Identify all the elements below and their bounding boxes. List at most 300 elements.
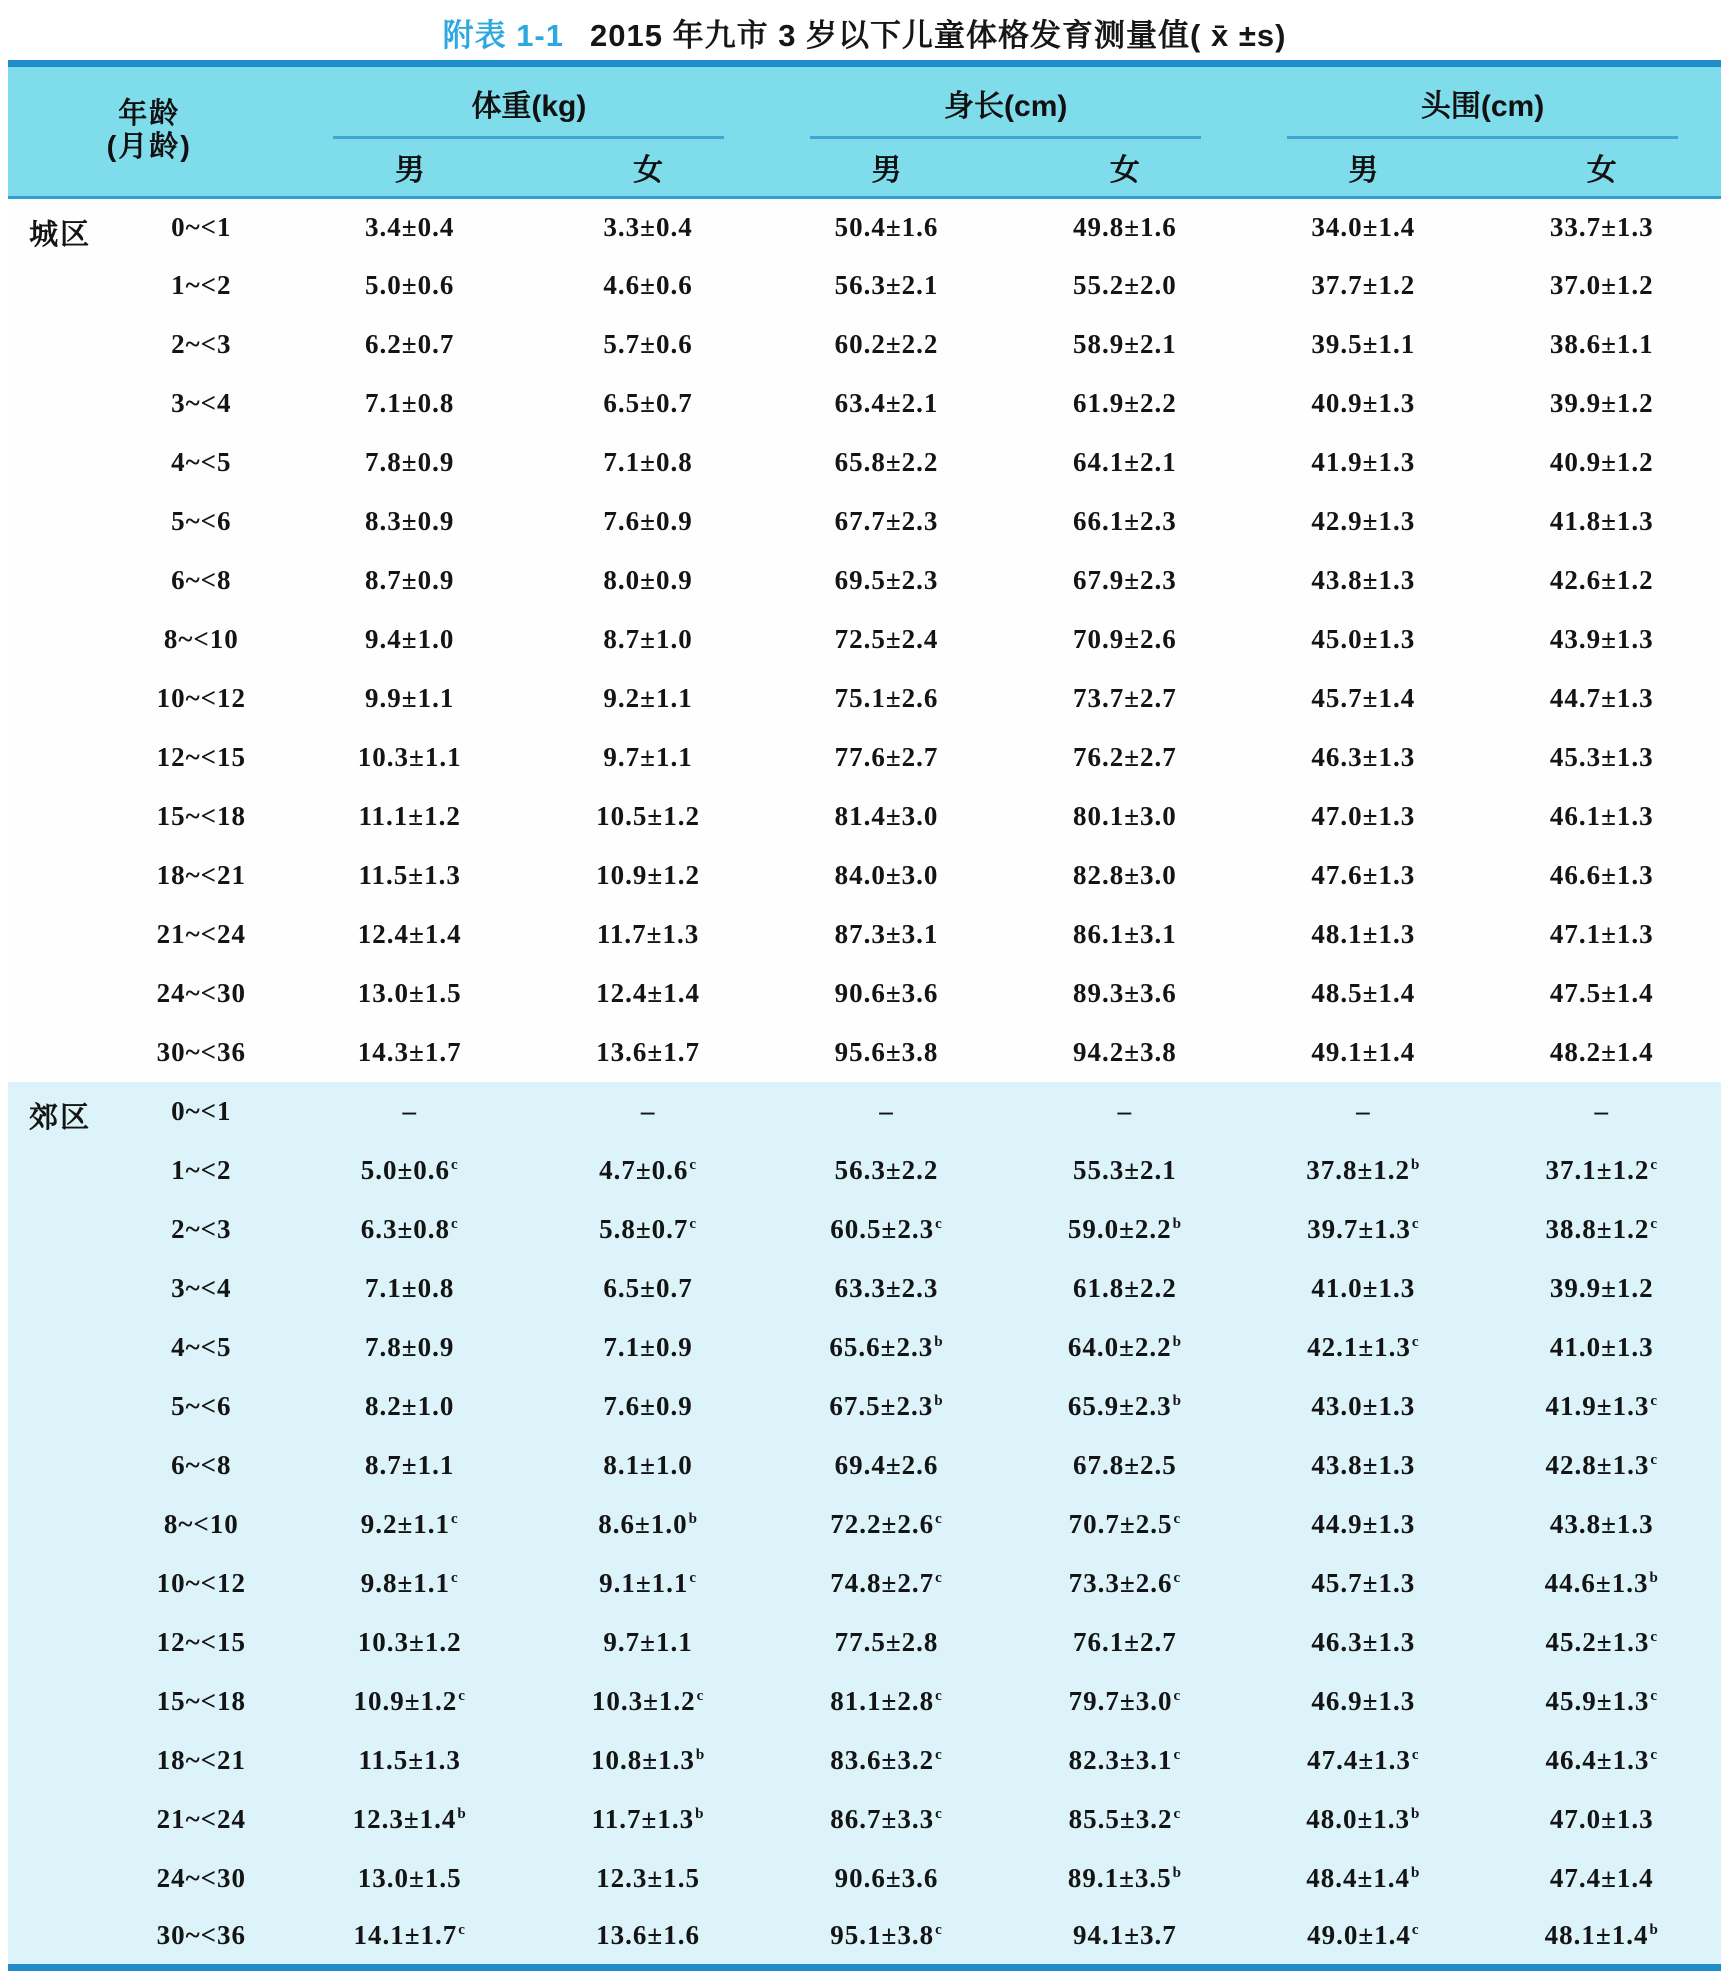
value-cell: 39.5±1.1 xyxy=(1244,315,1482,374)
age-cell: 18~<21 xyxy=(112,1731,290,1790)
superscript-note: c xyxy=(1173,1511,1182,1527)
age-cell: 3~<4 xyxy=(112,374,290,433)
superscript-note: c xyxy=(935,1806,943,1822)
value-cell: 4.6±0.6 xyxy=(529,256,767,315)
value-cell: 90.6±3.6 xyxy=(767,1849,1005,1908)
value-cell: 50.4±1.6 xyxy=(767,197,1005,256)
value-cell: 65.8±2.2 xyxy=(767,433,1005,492)
col-header-age-line1: 年龄 xyxy=(118,97,181,130)
table-row xyxy=(8,492,1721,551)
table-row xyxy=(8,787,1721,846)
value-cell: 70.9±2.6 xyxy=(1006,610,1244,669)
value-cell: 7.8±0.9 xyxy=(290,433,528,492)
value-cell: 38.8±1.2$^c$ xyxy=(1483,1200,1721,1259)
table-row xyxy=(8,1259,1721,1318)
value-cell: 46.6±1.3 xyxy=(1483,846,1721,905)
age-cell: 0~<1 xyxy=(112,197,290,256)
value-cell: 67.5±2.3$^b$ xyxy=(767,1377,1005,1436)
value-cell: 13.0±1.5 xyxy=(290,1849,528,1908)
value-cell: 13.6±1.7 xyxy=(529,1023,767,1082)
table-row xyxy=(8,1023,1721,1082)
superscript-note: c xyxy=(1650,1393,1658,1409)
value-cell: 46.3±1.3 xyxy=(1244,1613,1482,1672)
value-cell: 48.0±1.3$^b$ xyxy=(1244,1790,1482,1849)
superscript-note: c xyxy=(458,1688,466,1704)
table-row xyxy=(8,610,1721,669)
value-cell: 95.1±3.8$^c$ xyxy=(767,1908,1005,1967)
value-cell: 9.7±1.1 xyxy=(529,728,767,787)
value-cell: 10.3±1.1 xyxy=(290,728,528,787)
value-cell: 61.9±2.2 xyxy=(1006,374,1244,433)
value-cell: 10.8±1.3$^b$ xyxy=(529,1731,767,1790)
col-header-head-female: 女 xyxy=(1483,139,1721,197)
value-cell: 14.1±1.7$^c$ xyxy=(290,1908,528,1967)
table-row xyxy=(8,728,1721,787)
value-cell: 44.7±1.3 xyxy=(1483,669,1721,728)
superscript-note: c xyxy=(451,1157,459,1173)
value-cell: 5.8±0.7$^c$ xyxy=(529,1200,767,1259)
superscript-note: c xyxy=(1411,1216,1420,1232)
superscript-note: b xyxy=(934,1393,944,1409)
value-cell: 43.0±1.3 xyxy=(1244,1377,1482,1436)
value-cell: 56.3±2.2 xyxy=(767,1141,1005,1200)
value-cell: 42.9±1.3 xyxy=(1244,492,1482,551)
table-row xyxy=(8,1141,1721,1200)
age-cell: 24~<30 xyxy=(112,964,290,1023)
age-cell: 21~<24 xyxy=(112,1790,290,1849)
value-cell: – xyxy=(1006,1082,1244,1141)
superscript-note: c xyxy=(935,1747,943,1763)
value-cell: 9.2±1.1$^c$ xyxy=(290,1495,528,1554)
superscript-note: b xyxy=(1649,1922,1659,1939)
value-cell: 37.0±1.2 xyxy=(1483,256,1721,315)
value-cell: 86.1±3.1 xyxy=(1006,905,1244,964)
value-cell: 47.4±1.3$^c$ xyxy=(1244,1731,1482,1790)
value-cell: 7.8±0.9 xyxy=(290,1318,528,1377)
col-header-weight: 体重(kg) xyxy=(290,64,767,140)
age-cell: 3~<4 xyxy=(112,1259,290,1318)
value-cell: 8.7±1.1 xyxy=(290,1436,528,1495)
value-cell: 60.5±2.3$^c$ xyxy=(767,1200,1005,1259)
col-header-head-male: 男 xyxy=(1244,139,1482,197)
value-cell: 8.6±1.0$^b$ xyxy=(529,1495,767,1554)
superscript-note: c xyxy=(1650,1216,1658,1232)
table-row xyxy=(8,1613,1721,1672)
value-cell: 8.1±1.0 xyxy=(529,1436,767,1495)
value-cell: 47.1±1.3 xyxy=(1483,905,1721,964)
superscript-note: b xyxy=(1411,1157,1421,1173)
value-cell: 45.7±1.4 xyxy=(1244,669,1482,728)
value-cell: 86.7±3.3$^c$ xyxy=(767,1790,1005,1849)
value-cell: 47.4±1.4 xyxy=(1483,1849,1721,1908)
age-cell: 30~<36 xyxy=(112,1023,290,1082)
value-cell: 64.1±2.1 xyxy=(1006,433,1244,492)
value-cell: 8.7±0.9 xyxy=(290,551,528,610)
value-cell: 10.5±1.2 xyxy=(529,787,767,846)
value-cell: 64.0±2.2$^b$ xyxy=(1006,1318,1244,1377)
superscript-note: b xyxy=(1411,1806,1421,1822)
table-row xyxy=(8,1849,1721,1908)
table-row xyxy=(8,1436,1721,1495)
value-cell: 83.6±3.2$^c$ xyxy=(767,1731,1005,1790)
age-cell: 15~<18 xyxy=(112,1672,290,1731)
value-cell: 13.0±1.5 xyxy=(290,964,528,1023)
value-cell: 11.1±1.2 xyxy=(290,787,528,846)
table-row xyxy=(8,669,1721,728)
value-cell: 77.5±2.8 xyxy=(767,1613,1005,1672)
superscript-note: b xyxy=(1172,1393,1182,1409)
col-header-weight-female: 女 xyxy=(529,139,767,197)
table-row xyxy=(8,256,1721,315)
value-cell: 45.7±1.3 xyxy=(1244,1554,1482,1613)
table-row xyxy=(8,1790,1721,1849)
value-cell: 45.2±1.3$^c$ xyxy=(1483,1613,1721,1672)
value-cell: 65.9±2.3$^b$ xyxy=(1006,1377,1244,1436)
age-cell: 5~<6 xyxy=(112,1377,290,1436)
superscript-note: c xyxy=(689,1157,698,1173)
table-row xyxy=(8,551,1721,610)
superscript-note: b xyxy=(1172,1334,1182,1350)
value-cell: – xyxy=(1244,1082,1482,1141)
value-cell: – xyxy=(529,1082,767,1141)
value-cell: 66.1±2.3 xyxy=(1006,492,1244,551)
table-header xyxy=(8,64,1721,198)
age-cell: 0~<1 xyxy=(112,1082,290,1141)
value-cell: 8.3±0.9 xyxy=(290,492,528,551)
value-cell: 48.5±1.4 xyxy=(1244,964,1482,1023)
value-cell: 75.1±2.6 xyxy=(767,669,1005,728)
value-cell: 43.9±1.3 xyxy=(1483,610,1721,669)
value-cell: 9.2±1.1 xyxy=(529,669,767,728)
value-cell: 72.2±2.6$^c$ xyxy=(767,1495,1005,1554)
table-row xyxy=(8,374,1721,433)
age-cell: 2~<3 xyxy=(112,315,290,374)
value-cell: 67.9±2.3 xyxy=(1006,551,1244,610)
value-cell: 5.7±0.6 xyxy=(529,315,767,374)
value-cell: 69.5±2.3 xyxy=(767,551,1005,610)
table-row xyxy=(8,433,1721,492)
value-cell: 37.1±1.2$^c$ xyxy=(1483,1141,1721,1200)
col-header-weight-male: 男 xyxy=(290,139,528,197)
value-cell: 39.7±1.3$^c$ xyxy=(1244,1200,1482,1259)
age-cell: 10~<12 xyxy=(112,1554,290,1613)
col-header-age-line2: (月龄) xyxy=(106,131,192,164)
age-cell: 6~<8 xyxy=(112,551,290,610)
value-cell: 48.4±1.4$^b$ xyxy=(1244,1849,1482,1908)
superscript-note: c xyxy=(935,1922,943,1939)
value-cell: 7.1±0.9 xyxy=(529,1318,767,1377)
value-cell: 61.8±2.2 xyxy=(1006,1259,1244,1318)
age-cell: 1~<2 xyxy=(112,256,290,315)
value-cell: 41.9±1.3 xyxy=(1244,433,1482,492)
value-cell: 4.7±0.6$^c$ xyxy=(529,1141,767,1200)
value-cell: 43.8±1.3 xyxy=(1244,1436,1482,1495)
value-cell: 94.1±3.7 xyxy=(1006,1908,1244,1967)
value-cell: 9.1±1.1$^c$ xyxy=(529,1554,767,1613)
value-cell: 34.0±1.4 xyxy=(1244,197,1482,256)
value-cell: 49.1±1.4 xyxy=(1244,1023,1482,1082)
value-cell: 81.1±2.8$^c$ xyxy=(767,1672,1005,1731)
page-title xyxy=(8,8,1721,58)
value-cell: 95.6±3.8 xyxy=(767,1023,1005,1082)
table-row xyxy=(8,1731,1721,1790)
superscript-note: c xyxy=(458,1922,466,1939)
value-cell: 73.3±2.6$^c$ xyxy=(1006,1554,1244,1613)
value-cell: 48.2±1.4 xyxy=(1483,1023,1721,1082)
value-cell: 87.3±3.1 xyxy=(767,905,1005,964)
value-cell: 3.4±0.4 xyxy=(290,197,528,256)
age-cell: 24~<30 xyxy=(112,1849,290,1908)
value-cell: 47.0±1.3 xyxy=(1244,787,1482,846)
value-cell: 82.8±3.0 xyxy=(1006,846,1244,905)
superscript-note: c xyxy=(451,1511,459,1527)
value-cell: 49.8±1.6 xyxy=(1006,197,1244,256)
value-cell: 40.9±1.2 xyxy=(1483,433,1721,492)
value-cell: 46.4±1.3$^c$ xyxy=(1483,1731,1721,1790)
table-row xyxy=(8,905,1721,964)
superscript-note: c xyxy=(689,1570,698,1586)
age-cell: 12~<15 xyxy=(112,1613,290,1672)
value-cell: 47.0±1.3 xyxy=(1483,1790,1721,1849)
age-cell: 4~<5 xyxy=(112,433,290,492)
superscript-note: b xyxy=(1172,1216,1182,1232)
table-row xyxy=(8,1908,1721,1967)
table-title-text: 2015 年九市 3 岁以下儿童体格发育测量值( x̄ ±s) xyxy=(590,18,1287,53)
value-cell: 11.5±1.3 xyxy=(290,1731,528,1790)
superscript-note: b xyxy=(1411,1865,1421,1881)
value-cell: 37.8±1.2$^b$ xyxy=(1244,1141,1482,1200)
value-cell: 77.6±2.7 xyxy=(767,728,1005,787)
table-row xyxy=(8,964,1721,1023)
table-row xyxy=(8,1082,1721,1141)
superscript-note: b xyxy=(1172,1865,1182,1881)
value-cell: 45.9±1.3$^c$ xyxy=(1483,1672,1721,1731)
value-cell: 44.9±1.3 xyxy=(1244,1495,1482,1554)
superscript-note: c xyxy=(1650,1452,1658,1468)
value-cell: 81.4±3.0 xyxy=(767,787,1005,846)
value-cell: 56.3±2.1 xyxy=(767,256,1005,315)
age-cell: 10~<12 xyxy=(112,669,290,728)
value-cell: 89.1±3.5$^b$ xyxy=(1006,1849,1244,1908)
value-cell: 48.1±1.4$^b$ xyxy=(1483,1908,1721,1967)
col-header-head-circumference: 头围(cm) xyxy=(1244,64,1721,140)
value-cell: 55.2±2.0 xyxy=(1006,256,1244,315)
value-cell: 7.6±0.9 xyxy=(529,492,767,551)
superscript-note: c xyxy=(1173,1688,1182,1704)
superscript-note: c xyxy=(1650,1157,1658,1173)
value-cell: 42.8±1.3$^c$ xyxy=(1483,1436,1721,1495)
value-cell: 41.8±1.3 xyxy=(1483,492,1721,551)
value-cell: 63.4±2.1 xyxy=(767,374,1005,433)
superscript-note: b xyxy=(1649,1570,1659,1586)
age-cell: 8~<10 xyxy=(112,610,290,669)
col-header-length-male: 男 xyxy=(767,139,1005,197)
age-cell: 2~<3 xyxy=(112,1200,290,1259)
value-cell: 94.2±3.8 xyxy=(1006,1023,1244,1082)
table-row xyxy=(8,197,1721,256)
superscript-note: c xyxy=(1173,1806,1182,1822)
value-cell: 42.1±1.3$^c$ xyxy=(1244,1318,1482,1377)
value-cell: 40.9±1.3 xyxy=(1244,374,1482,433)
superscript-note: c xyxy=(1650,1688,1658,1704)
value-cell: 90.6±3.6 xyxy=(767,964,1005,1023)
value-cell: 41.0±1.3 xyxy=(1483,1318,1721,1377)
value-cell: 43.8±1.3 xyxy=(1244,551,1482,610)
value-cell: 49.0±1.4$^c$ xyxy=(1244,1908,1482,1967)
value-cell: 39.9±1.2 xyxy=(1483,374,1721,433)
age-cell: 21~<24 xyxy=(112,905,290,964)
value-cell: 67.7±2.3 xyxy=(767,492,1005,551)
age-cell: 30~<36 xyxy=(112,1908,290,1967)
value-cell: 13.6±1.6 xyxy=(529,1908,767,1967)
value-cell: 42.6±1.2 xyxy=(1483,551,1721,610)
value-cell: 46.9±1.3 xyxy=(1244,1672,1482,1731)
superscript-note: c xyxy=(1411,1334,1420,1350)
value-cell: 80.1±3.0 xyxy=(1006,787,1244,846)
value-cell: 37.7±1.2 xyxy=(1244,256,1482,315)
value-cell: 63.3±2.3 xyxy=(767,1259,1005,1318)
col-header-age xyxy=(8,64,290,198)
value-cell: 12.4±1.4 xyxy=(290,905,528,964)
value-cell: 48.1±1.3 xyxy=(1244,905,1482,964)
value-cell: 41.9±1.3$^c$ xyxy=(1483,1377,1721,1436)
value-cell: 8.2±1.0 xyxy=(290,1377,528,1436)
age-cell: 8~<10 xyxy=(112,1495,290,1554)
value-cell: 6.2±0.7 xyxy=(290,315,528,374)
value-cell: 67.8±2.5 xyxy=(1006,1436,1244,1495)
value-cell: 10.3±1.2 xyxy=(290,1613,528,1672)
value-cell: 82.3±3.1$^c$ xyxy=(1006,1731,1244,1790)
value-cell: 8.7±1.0 xyxy=(529,610,767,669)
value-cell: 59.0±2.2$^b$ xyxy=(1006,1200,1244,1259)
table-row xyxy=(8,1495,1721,1554)
table-row xyxy=(8,1554,1721,1613)
value-cell: 46.1±1.3 xyxy=(1483,787,1721,846)
value-cell: 7.1±0.8 xyxy=(290,1259,528,1318)
superscript-note: c xyxy=(935,1216,943,1232)
value-cell: 72.5±2.4 xyxy=(767,610,1005,669)
superscript-note: c xyxy=(1173,1570,1182,1586)
superscript-note: c xyxy=(451,1570,459,1586)
superscript-note: c xyxy=(696,1688,705,1704)
value-cell: 14.3±1.7 xyxy=(290,1023,528,1082)
value-cell: 45.3±1.3 xyxy=(1483,728,1721,787)
value-cell: 33.7±1.3 xyxy=(1483,197,1721,256)
value-cell: 85.5±3.2$^c$ xyxy=(1006,1790,1244,1849)
table-row xyxy=(8,1200,1721,1259)
value-cell: 55.3±2.1 xyxy=(1006,1141,1244,1200)
col-header-length-female: 女 xyxy=(1006,139,1244,197)
value-cell: 5.0±0.6$^c$ xyxy=(290,1141,528,1200)
value-cell: 58.9±2.1 xyxy=(1006,315,1244,374)
superscript-note: c xyxy=(451,1216,459,1232)
age-cell: 12~<15 xyxy=(112,728,290,787)
value-cell: 41.0±1.3 xyxy=(1244,1259,1482,1318)
value-cell: 70.7±2.5$^c$ xyxy=(1006,1495,1244,1554)
value-cell: 6.5±0.7 xyxy=(529,1259,767,1318)
superscript-note: c xyxy=(689,1216,698,1232)
value-cell: 7.1±0.8 xyxy=(290,374,528,433)
value-cell: 5.0±0.6 xyxy=(290,256,528,315)
superscript-note: b xyxy=(695,1806,705,1822)
col-header-length: 身长(cm) xyxy=(767,64,1244,140)
value-cell: 69.4±2.6 xyxy=(767,1436,1005,1495)
table-row xyxy=(8,315,1721,374)
child-growth-measurement-table xyxy=(8,60,1721,1971)
value-cell: 79.7±3.0$^c$ xyxy=(1006,1672,1244,1731)
value-cell: 9.9±1.1 xyxy=(290,669,528,728)
value-cell: 46.3±1.3 xyxy=(1244,728,1482,787)
value-cell: 43.8±1.3 xyxy=(1483,1495,1721,1554)
value-cell: 89.3±3.6 xyxy=(1006,964,1244,1023)
age-cell: 5~<6 xyxy=(112,492,290,551)
value-cell: 11.7±1.3$^b$ xyxy=(529,1790,767,1849)
value-cell: 10.3±1.2$^c$ xyxy=(529,1672,767,1731)
value-cell: 74.8±2.7$^c$ xyxy=(767,1554,1005,1613)
superscript-note: b xyxy=(934,1334,944,1350)
value-cell: 76.1±2.7 xyxy=(1006,1613,1244,1672)
table-row xyxy=(8,1318,1721,1377)
value-cell: 7.6±0.9 xyxy=(529,1377,767,1436)
value-cell: 6.3±0.8$^c$ xyxy=(290,1200,528,1259)
table-row xyxy=(8,1377,1721,1436)
value-cell: 65.6±2.3$^b$ xyxy=(767,1318,1005,1377)
value-cell: – xyxy=(290,1082,528,1141)
value-cell: 38.6±1.1 xyxy=(1483,315,1721,374)
value-cell: 45.0±1.3 xyxy=(1244,610,1482,669)
value-cell: 3.3±0.4 xyxy=(529,197,767,256)
value-cell: 7.1±0.8 xyxy=(529,433,767,492)
value-cell: 39.9±1.2 xyxy=(1483,1259,1721,1318)
value-cell: 9.7±1.1 xyxy=(529,1613,767,1672)
table-number-tag: 附表 1-1 xyxy=(442,18,564,53)
age-cell: 4~<5 xyxy=(112,1318,290,1377)
value-cell: – xyxy=(1483,1082,1721,1141)
superscript-note: c xyxy=(935,1688,943,1704)
value-cell: 73.7±2.7 xyxy=(1006,669,1244,728)
value-cell: 12.4±1.4 xyxy=(529,964,767,1023)
value-cell: 12.3±1.5 xyxy=(529,1849,767,1908)
value-cell: 84.0±3.0 xyxy=(767,846,1005,905)
value-cell: 60.2±2.2 xyxy=(767,315,1005,374)
section-label: 郊区 xyxy=(8,1082,112,1967)
value-cell: 9.8±1.1$^c$ xyxy=(290,1554,528,1613)
value-cell: 76.2±2.7 xyxy=(1006,728,1244,787)
age-cell: 15~<18 xyxy=(112,787,290,846)
value-cell: 11.5±1.3 xyxy=(290,846,528,905)
superscript-note: c xyxy=(1411,1747,1420,1763)
value-cell: 11.7±1.3 xyxy=(529,905,767,964)
superscript-note: b xyxy=(695,1747,706,1763)
table-body xyxy=(8,197,1721,1967)
value-cell: 6.5±0.7 xyxy=(529,374,767,433)
superscript-note: c xyxy=(935,1511,943,1527)
value-cell: – xyxy=(767,1082,1005,1141)
superscript-note: c xyxy=(1411,1922,1420,1939)
section-label: 城区 xyxy=(8,197,112,1082)
value-cell: 12.3±1.4$^b$ xyxy=(290,1790,528,1849)
superscript-note: c xyxy=(935,1570,943,1586)
value-cell: 47.5±1.4 xyxy=(1483,964,1721,1023)
value-cell: 10.9±1.2$^c$ xyxy=(290,1672,528,1731)
age-cell: 18~<21 xyxy=(112,846,290,905)
superscript-note: c xyxy=(1650,1747,1658,1763)
value-cell: 44.6±1.3$^b$ xyxy=(1483,1554,1721,1613)
table-row xyxy=(8,1672,1721,1731)
superscript-note: b xyxy=(457,1806,467,1822)
value-cell: 8.0±0.9 xyxy=(529,551,767,610)
age-cell: 6~<8 xyxy=(112,1436,290,1495)
